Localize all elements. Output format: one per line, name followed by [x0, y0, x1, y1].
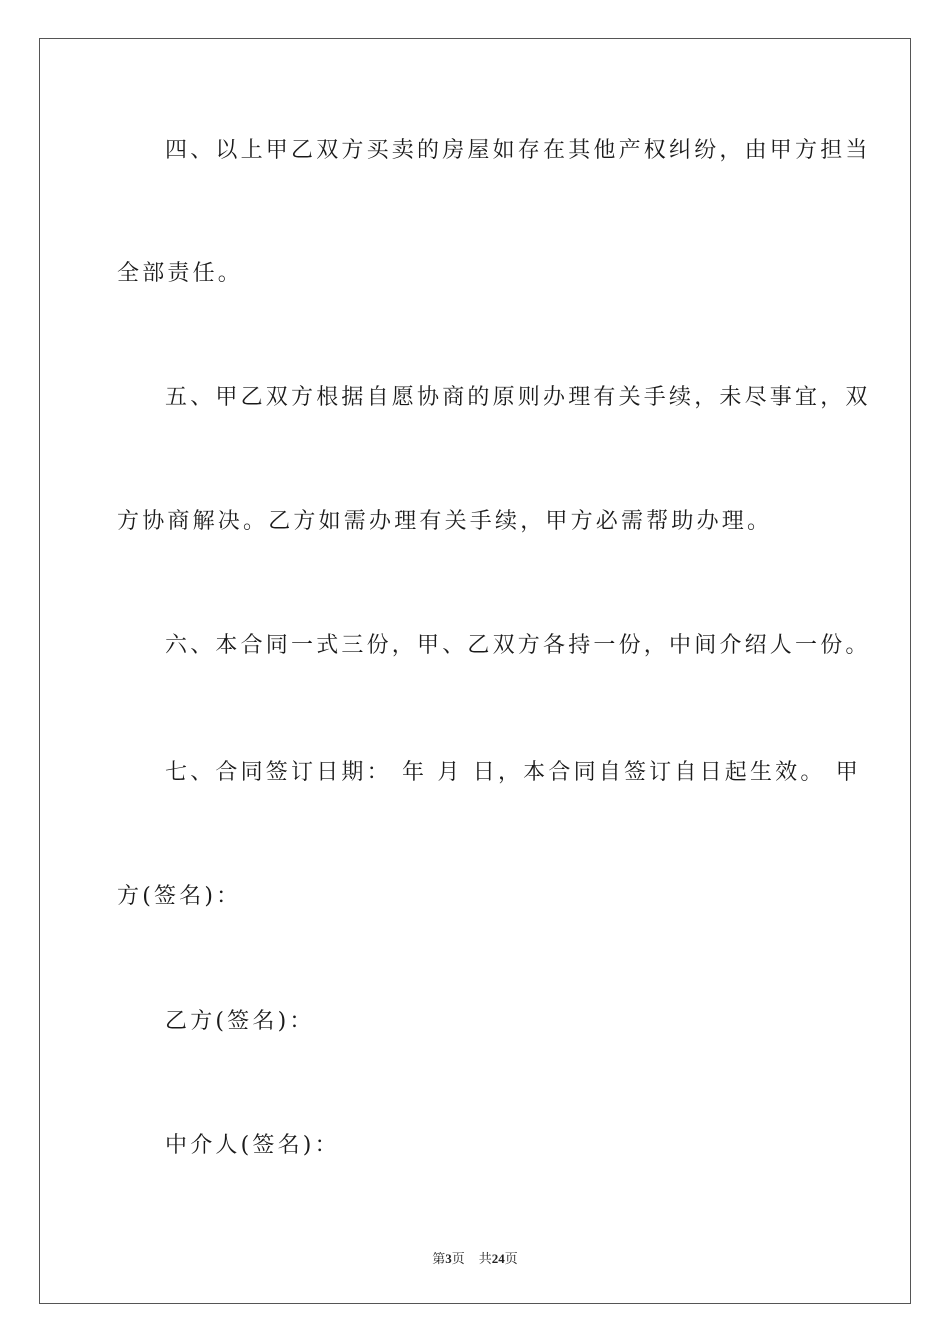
page-prefix: 第: [432, 1252, 446, 1267]
total-suffix: 页: [504, 1252, 518, 1267]
clause-4-line-2: 全部责任。: [117, 261, 244, 286]
clause-7-line-1: 七、合同签订日期： 年 月 日，本合同自签订自日起生效。 甲: [165, 760, 861, 785]
total-prefix: 共: [478, 1252, 492, 1267]
page-frame: [39, 38, 911, 1304]
clause-5-line-2: 方协商解决。乙方如需办理有关手续，甲方必需帮助办理。: [117, 509, 773, 534]
clause-6-line-1: 六、本合同一式三份，甲、乙双方各持一份，中间介绍人一份。: [165, 633, 871, 658]
page-number: 3: [445, 1251, 452, 1266]
party-b-signature: 乙方(签名)：: [165, 1009, 315, 1034]
page-footer: [0, 1248, 950, 1267]
total-pages: 24: [491, 1251, 505, 1266]
page-suffix: 页: [451, 1252, 465, 1267]
clause-7-line-2: 方(签名)：: [117, 884, 242, 909]
clause-4-line-1: 四、以上甲乙双方买卖的房屋如存在其他产权纠纷，由甲方担当: [165, 138, 871, 163]
clause-5-line-1: 五、甲乙双方根据自愿协商的原则办理有关手续，未尽事宜，双: [165, 385, 871, 410]
intermediary-signature: 中介人(签名)：: [165, 1133, 340, 1158]
